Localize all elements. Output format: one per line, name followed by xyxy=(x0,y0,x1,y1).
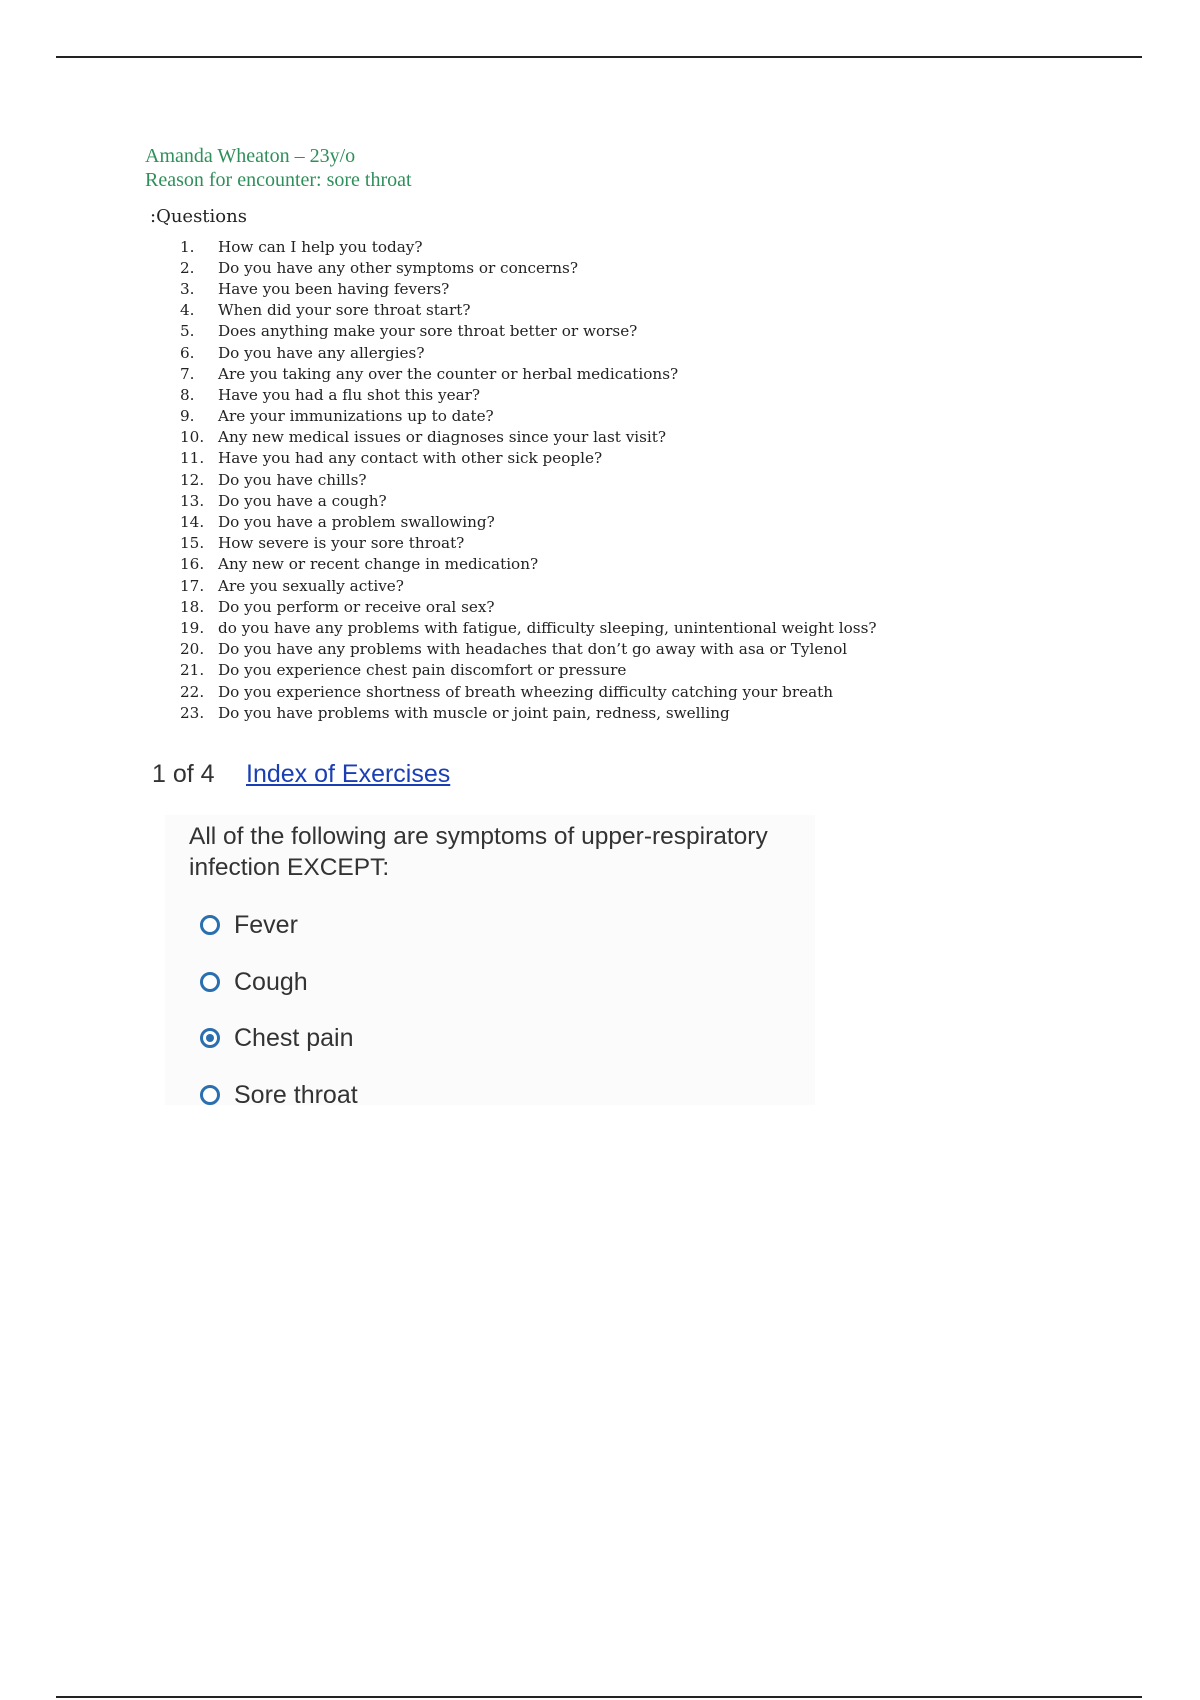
question-number: 19. xyxy=(180,618,205,637)
bottom-rule xyxy=(56,1696,1142,1698)
questions-list xyxy=(180,236,877,723)
question-text: Do you perform or receive oral sex? xyxy=(218,597,495,616)
question-item xyxy=(180,681,877,702)
question-item xyxy=(180,660,877,681)
quiz-question: All of the following are symptoms of upper-respiratory infection EXCEPT: xyxy=(189,823,768,881)
question-number: 2. xyxy=(180,258,195,277)
question-number: 11. xyxy=(180,449,205,468)
question-item xyxy=(180,406,877,427)
question-text: Does anything make your sore throat better or worse? xyxy=(218,322,638,341)
question-item xyxy=(180,490,877,511)
question-number: 22. xyxy=(180,682,205,701)
question-item xyxy=(180,257,877,278)
page-counter: 1 of 4 xyxy=(152,760,215,788)
question-item xyxy=(180,617,877,638)
question-number: 3. xyxy=(180,279,195,298)
question-number: 21. xyxy=(180,661,205,680)
question-text: Do you have a cough? xyxy=(218,491,387,510)
question-number: 4. xyxy=(180,301,195,320)
question-item xyxy=(180,639,877,660)
question-item xyxy=(180,342,877,363)
radio-button[interactable] xyxy=(200,972,220,992)
question-text: Have you been having fevers? xyxy=(218,279,450,298)
question-item xyxy=(180,321,877,342)
option-sore-throat[interactable] xyxy=(200,1078,358,1112)
question-text: Do you have any other symptoms or concerns? xyxy=(218,258,578,277)
question-item xyxy=(180,448,877,469)
top-rule xyxy=(56,56,1142,58)
question-item xyxy=(180,300,877,321)
question-item xyxy=(180,236,877,257)
question-text: When did your sore throat start? xyxy=(218,301,471,320)
question-text: Are your immunizations up to date? xyxy=(218,407,494,426)
question-text: How severe is your sore throat? xyxy=(218,534,465,553)
question-number: 9. xyxy=(180,407,195,426)
question-number: 20. xyxy=(180,640,205,659)
question-text: Are you sexually active? xyxy=(218,576,404,595)
question-item xyxy=(180,427,877,448)
option-fever[interactable] xyxy=(200,908,298,942)
option-label: Chest pain xyxy=(234,1023,354,1052)
question-text: Any new medical issues or diagnoses since your last visit? xyxy=(218,428,667,447)
question-text: Do you experience shortness of breath wheezing difficulty catching your breath xyxy=(218,682,834,701)
patient-name-age: Amanda Wheaton – 23y/o xyxy=(145,145,356,167)
question-item xyxy=(180,702,877,723)
option-label: Sore throat xyxy=(234,1080,358,1109)
question-number: 1. xyxy=(180,237,195,256)
question-item xyxy=(180,533,877,554)
question-text: Do you have any allergies? xyxy=(218,343,425,362)
question-number: 12. xyxy=(180,470,205,489)
question-text: How can I help you today? xyxy=(218,237,423,256)
question-text: Do you have any problems with headaches that don’t go away with asa or Tylenol xyxy=(218,640,848,659)
question-text: Do you have a problem swallowing? xyxy=(218,513,495,532)
question-text: Have you had a flu shot this year? xyxy=(218,385,481,404)
radio-button[interactable] xyxy=(200,915,220,935)
question-item xyxy=(180,575,877,596)
patient-info xyxy=(145,144,412,192)
question-text: Are you taking any over the counter or herbal medications? xyxy=(218,364,679,383)
question-number: 6. xyxy=(180,343,195,362)
question-number: 23. xyxy=(180,703,205,722)
question-item xyxy=(180,596,877,617)
option-label: Fever xyxy=(234,910,298,939)
question-text: Do you experience chest pain discomfort or pressure xyxy=(218,661,627,680)
index-of-exercises-link[interactable]: Index of Exercises xyxy=(246,760,451,788)
radio-button[interactable] xyxy=(200,1028,220,1048)
question-number: 5. xyxy=(180,322,195,341)
encounter-reason: Reason for encounter: sore throat xyxy=(145,169,412,191)
question-number: 13. xyxy=(180,491,205,510)
question-item xyxy=(180,384,877,405)
radio-button[interactable] xyxy=(200,1085,220,1105)
question-item xyxy=(180,554,877,575)
question-number: 17. xyxy=(180,576,205,595)
question-number: 14. xyxy=(180,513,205,532)
questions-heading: :Questions xyxy=(150,206,247,227)
question-text: Do you have chills? xyxy=(218,470,367,489)
question-item xyxy=(180,363,877,384)
option-label: Cough xyxy=(234,967,308,996)
option-chest-pain[interactable] xyxy=(200,1021,354,1055)
question-number: 16. xyxy=(180,555,205,574)
question-number: 7. xyxy=(180,364,195,383)
question-item xyxy=(180,511,877,532)
question-number: 18. xyxy=(180,597,205,616)
question-number: 15. xyxy=(180,534,205,553)
question-text: Do you have problems with muscle or joint pain, redness, swelling xyxy=(218,703,730,722)
question-text: do you have any problems with fatigue, difficulty sleeping, unintentional weight loss? xyxy=(218,618,877,637)
question-text: Any new or recent change in medication? xyxy=(218,555,539,574)
question-text: Have you had any contact with other sick people? xyxy=(218,449,603,468)
question-item xyxy=(180,469,877,490)
question-item xyxy=(180,278,877,299)
quiz-header xyxy=(152,760,450,789)
question-number: 8. xyxy=(180,385,195,404)
question-number: 10. xyxy=(180,428,205,447)
option-cough[interactable] xyxy=(200,965,308,999)
